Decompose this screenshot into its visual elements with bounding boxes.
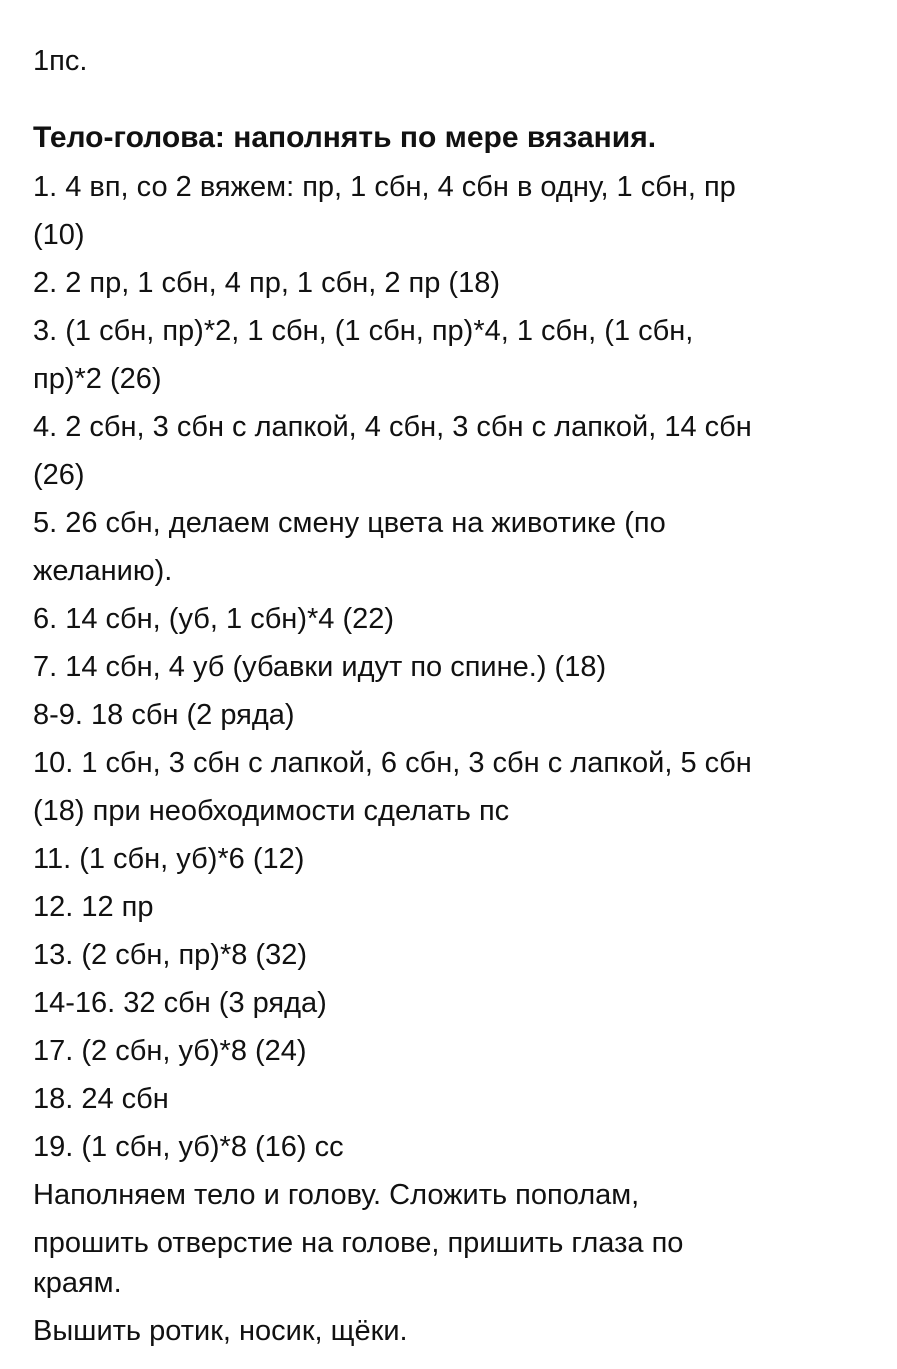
row-line: пр)*2 (26) <box>33 363 162 395</box>
row-line: 18. 24 сбн <box>33 1083 169 1115</box>
row-line: 11. (1 сбн, уб)*6 (12) <box>33 843 305 875</box>
row-line: 5. 26 сбн, делаем смену цвета на животике (по <box>33 507 666 539</box>
row-line: 6. 14 сбн, (уб, 1 сбн)*4 (22) <box>33 603 395 635</box>
row-line: желанию). <box>33 555 173 587</box>
row-line: 14-16. 32 сбн (3 ряда) <box>33 987 327 1019</box>
section-heading: Тело-голова: наполнять по мере вязания. <box>33 121 657 154</box>
row-line: (10) <box>33 219 85 251</box>
row-line: 4. 2 сбн, 3 сбн с лапкой, 4 сбн, 3 сбн с лапкой, 14 сбн <box>33 411 752 443</box>
row-line: (18) при необходимости сделать пс <box>33 795 510 827</box>
intro-text: 1пс. <box>33 45 88 77</box>
row-line: 8-9. 18 сбн (2 ряда) <box>33 699 295 731</box>
row-line: 13. (2 сбн, пр)*8 (32) <box>33 939 307 971</box>
finishing-line: краям. <box>33 1267 122 1299</box>
row-line: (26) <box>33 459 85 491</box>
row-line: 2. 2 пр, 1 сбн, 4 пр, 1 сбн, 2 пр (18) <box>33 267 501 299</box>
row-line: 1. 4 вп, со 2 вяжем: пр, 1 сбн, 4 сбн в одну, 1 сбн, пр <box>33 171 736 203</box>
finishing-line: Вышить ротик, носик, щёки. <box>33 1315 408 1347</box>
finishing-line: Наполняем тело и голову. Сложить пополам, <box>33 1179 640 1211</box>
finishing-line: прошить отверстие на голове, пришить глаза по <box>33 1227 684 1259</box>
row-line: 17. (2 сбн, уб)*8 (24) <box>33 1035 307 1067</box>
row-line: 19. (1 сбн, уб)*8 (16) сс <box>33 1131 344 1163</box>
row-line: 7. 14 сбн, 4 уб (убавки идут по спине.) (18) <box>33 651 607 683</box>
row-line: 12. 12 пр <box>33 891 154 923</box>
row-line: 10. 1 сбн, 3 сбн с лапкой, 6 сбн, 3 сбн с лапкой, 5 сбн <box>33 747 752 779</box>
row-line: 3. (1 сбн, пр)*2, 1 сбн, (1 сбн, пр)*4, 1 сбн, (1 сбн, <box>33 315 694 347</box>
